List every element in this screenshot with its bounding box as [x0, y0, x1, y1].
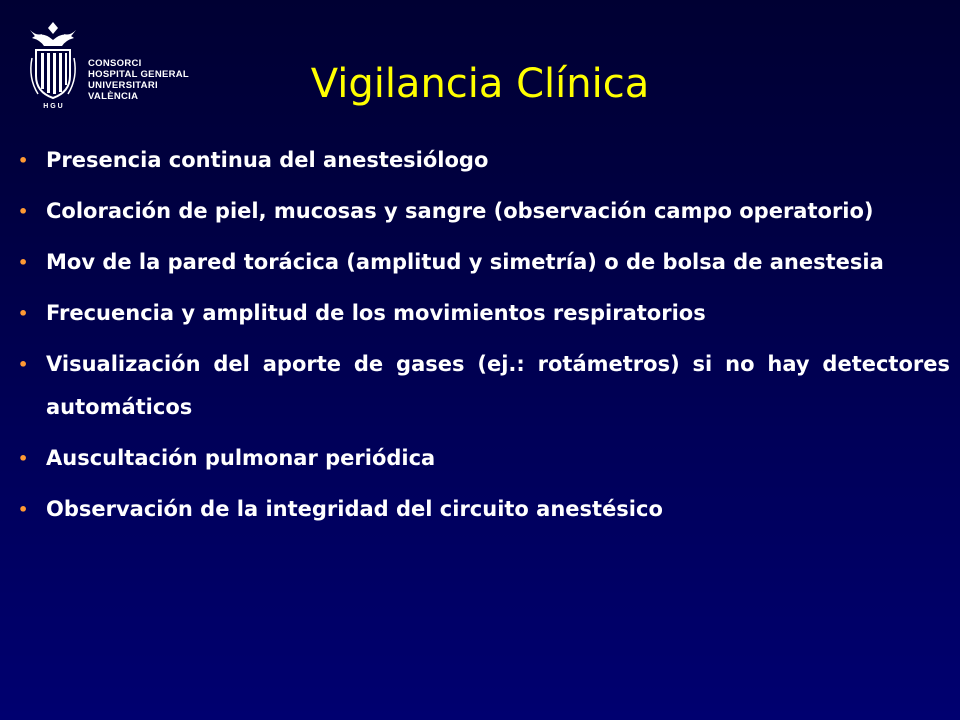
slide-title: Vigilancia Clínica — [310, 61, 650, 107]
bullet-item — [0, 292, 960, 335]
bullet-marker-icon: • — [18, 151, 29, 170]
bullet-text: Observación de la integridad del circuito anestésico — [46, 497, 663, 521]
logo-line: UNIVERSITARI — [88, 80, 158, 91]
bullet-marker-icon: • — [18, 500, 29, 519]
bullet-text: Presencia continua del anestesiólogo — [46, 148, 489, 172]
bullet-marker-icon: • — [18, 304, 29, 323]
logo-line: VALÈNCIA — [88, 91, 139, 102]
bullet-item — [0, 437, 960, 480]
bullet-item — [0, 241, 960, 284]
bullet-text: Visualización del aporte de gases (ej.: rotámetros) si no hay detectores automáticos — [46, 352, 950, 419]
bullet-item — [0, 139, 960, 182]
bullet-item — [0, 190, 960, 233]
bullet-item — [0, 488, 960, 531]
logo-monogram: H G U — [43, 103, 63, 110]
bullet-text: Auscultación pulmonar periódica — [46, 446, 436, 470]
bullet-list — [0, 139, 960, 539]
logo-line: HOSPITAL GENERAL — [88, 69, 190, 80]
bullet-marker-icon: • — [18, 253, 29, 272]
bullet-item — [0, 343, 960, 429]
logo-line: CONSORCI — [88, 58, 142, 69]
bullet-marker-icon: • — [18, 355, 29, 374]
bullet-marker-icon: • — [18, 202, 29, 221]
bullet-text: Mov de la pared torácica (amplitud y simetría) o de bolsa de anestesia — [46, 250, 884, 274]
bullet-marker-icon: • — [18, 449, 29, 468]
bullet-text: Frecuencia y amplitud de los movimientos respiratorios — [46, 301, 706, 325]
bullet-text: Coloración de piel, mucosas y sangre (observación campo operatorio) — [46, 199, 874, 223]
